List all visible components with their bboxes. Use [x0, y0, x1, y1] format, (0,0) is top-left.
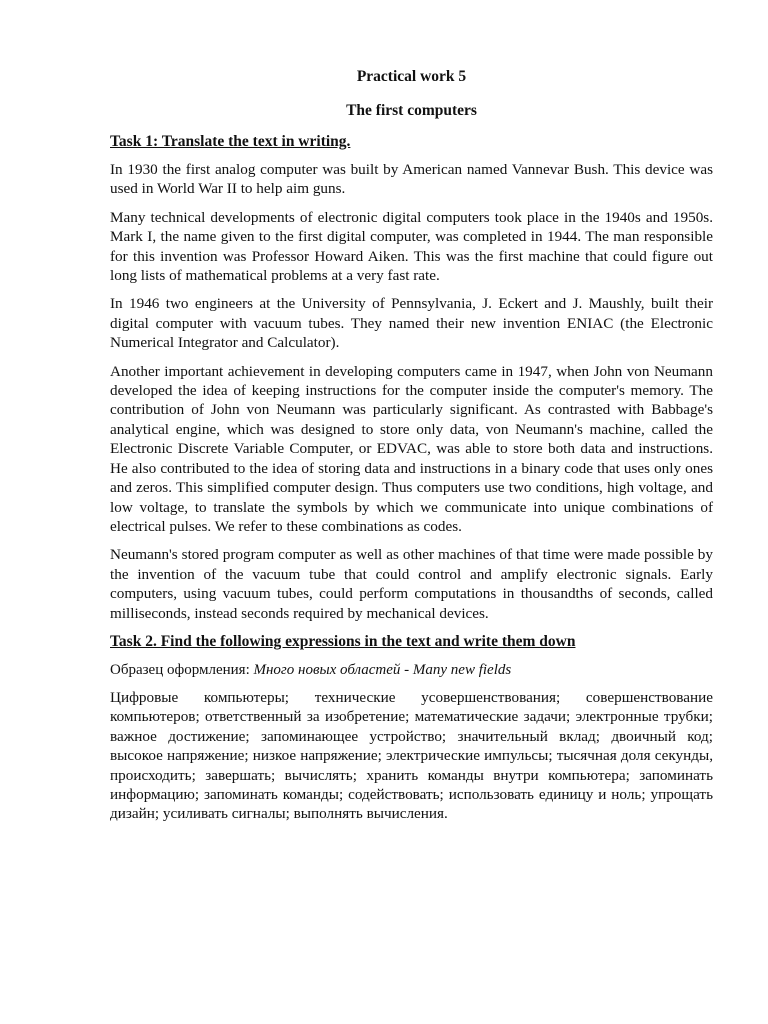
paragraph: Neumann's stored program computer as well as other machines of that time were made possible by the invention of the vacuum tube that could control and amplify electronic signals. Early computers, using vacuum tubes, could perform computations in thousandths of seconds, called milliseconds, instead seconds required by mechanical devices.	[110, 546, 713, 622]
page-title: Practical work 5	[356, 68, 467, 85]
sample-line	[110, 660, 713, 680]
sample-example: Много новых областей - Many new fields	[253, 661, 512, 678]
paragraph: In 1946 two engineers at the University of Pennsylvania, J. Eckert and J. Maushly, built their digital computer with vacuum tubes. They named their new invention ENIAC (the Electronic Numerical Integrator and Calculator).	[110, 295, 713, 352]
document-subtitle: The first computers	[346, 102, 477, 119]
task1-heading: Task 1: Translate the text in writing.	[110, 133, 351, 150]
paragraph: Another important achievement in developing computers came in 1947, when John von Neumann developed the idea of keeping instructions for the computer inside the computer's memory. The contribution of John von Neumann was particularly significant. As contrasted with Babbage's analytical engine, which was designed to store only data, von Neumann's machine, called the Electronic Discrete Variable Computer, or EDVAC, was able to store both data and instructions. He also contributed to the idea of storing data and instructions in a binary code that uses only ones and zeros. This simplified computer design. Thus computers use two conditions, high voltage, and low voltage, to translate the symbols by which we communicate into unique combinations of electrical pulses. We refer to these combinations as codes.	[110, 362, 713, 535]
sample-label: Образец оформления:	[110, 661, 250, 678]
paragraph: In 1930 the first analog computer was built by American named Vannevar Bush. This device was used in World War II to help aim guns.	[110, 161, 713, 198]
document-page	[110, 68, 713, 824]
paragraph: Many technical developments of electronic digital computers took place in the 1940s and 1950s. Mark I, the name given to the first digital computer, was completed in 1944. The man responsible for this invention was Professor Howard Aiken. This was the first machine that could figure out long lists of mathematical problems at a very fast rate.	[110, 208, 713, 285]
vocabulary-list: Цифровые компьютеры; технические усовершенствования; совершенствование компьютеров; ответственный за изобретение; математические задачи; электронные трубки; важное достижение; запоминающее устройство; значительный вклад; двоичный код; высокое напряжение; низкое напряжение; электрические импульсы; тысячная доля секунды, происходить; завершать; вычислять; хранить команды внутри компьютера; запоминать информацию; запоминать команды; содействовать; использовать единицу и ноль; упрощать дизайн; усиливать сигналы; выполнять вычисления.	[110, 688, 713, 823]
task2-heading: Task 2. Find the following expressions in the text and write them down	[110, 632, 576, 650]
